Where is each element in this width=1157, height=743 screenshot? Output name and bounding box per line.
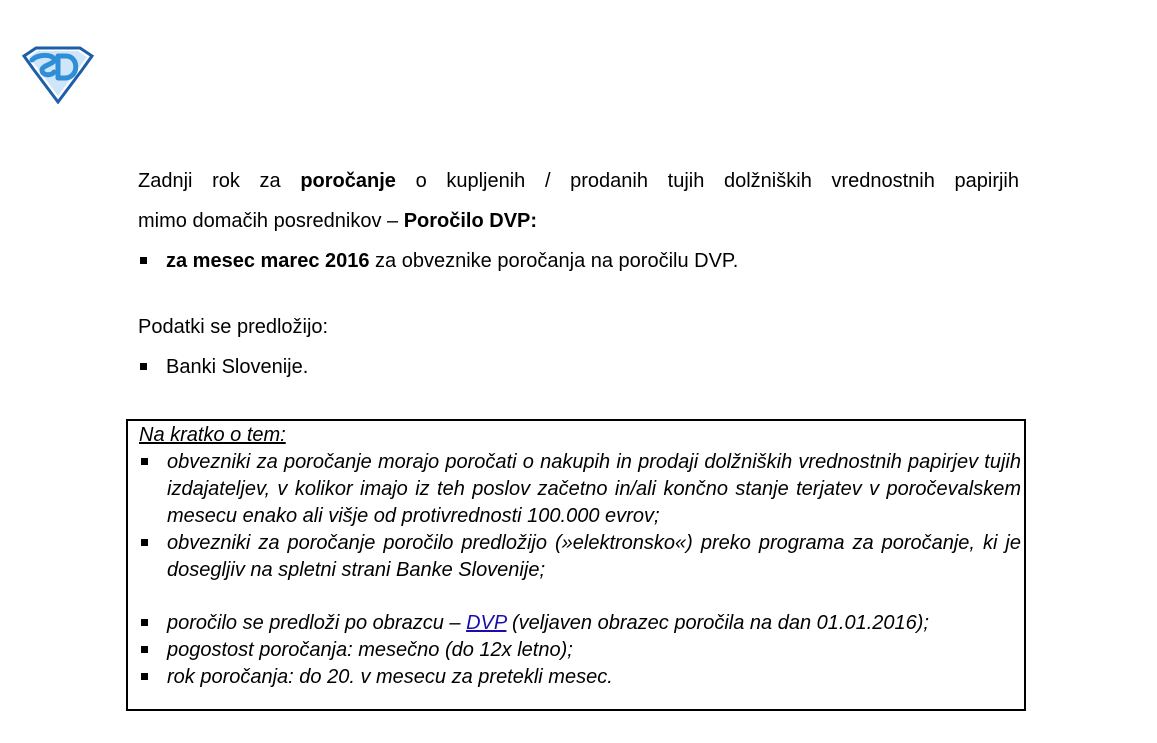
summary-item-deadline: rok poročanja: do 20. v mesecu za pretekli mesec. [139,664,1021,691]
submit-label: Podatki se predložijo: [138,316,329,338]
submit-recipient: Banki Slovenije. [138,347,1019,387]
summary-form-validity: (veljaven obrazec poročila na dan 01.01.2016); [506,612,929,634]
intro-text-2: o kupljenih / prodanih tujih dolžniških vrednostnih papirjih [395,170,1019,192]
deadline-text: za obveznike poročanja na poročilu DVP. [369,250,739,272]
intro-line-2 [138,201,1019,241]
dvp-form-link[interactable]: DVP [466,612,507,634]
intro-bold-report-name: Poročilo DVP: [403,210,538,232]
document-body [138,161,1019,387]
intro-text-1: Zadnji rok za [138,170,301,192]
summary-list [139,449,1021,691]
deadline-bullet [138,241,1019,281]
summary-box [126,419,1026,711]
summary-title: Na kratko o tem: [139,424,286,446]
intro-text-3: mimo domačih posrednikov – [138,210,404,232]
sd-shield-logo-icon [20,46,96,104]
intro-line-1 [138,161,1019,201]
summary-item-frequency: pogostost poročanja: mesečno (do 12x letno); [139,637,1021,664]
deadline-bold: za mesec marec 2016 [166,250,370,272]
summary-form-text: poročilo se predloži po obrazcu – [167,612,467,634]
summary-item-form [139,610,1021,637]
intro-bold-reporting: poročanje [300,170,396,192]
summary-item-obligation: obvezniki za poročanje morajo poročati o nakupih in prodaji dolžniških vrednostnih papirjev tujih izdajateljev, v kolikor imajo iz teh poslov začetno in/ali končno stanje terjatev v poročevalskem mesecu enako ali višje od protivrednosti 100.000 evrov; [139,449,1021,530]
summary-item-submission: obvezniki za poročanje poročilo predložijo (»elektronsko«) preko programa za poročanje, ki je dosegljiv na spletni strani Banke Slovenije; [139,530,1021,584]
sd-logo [20,46,96,104]
